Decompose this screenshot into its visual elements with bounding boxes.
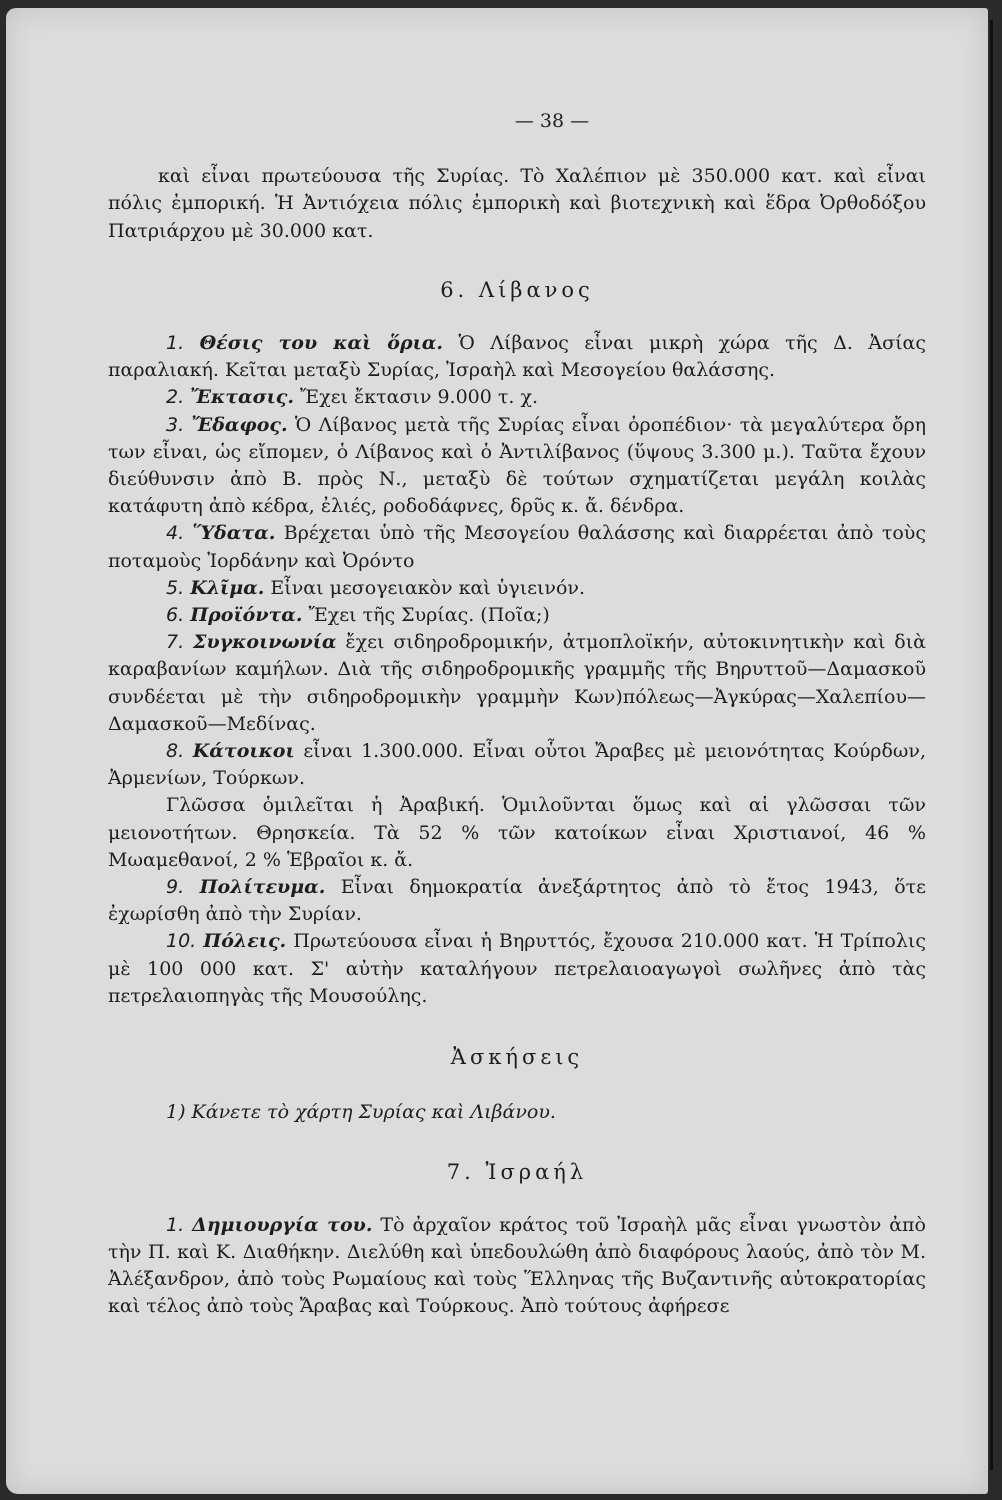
section-item [108,520,926,574]
item-label: Κάτοικοι [192,740,295,763]
item-number: 5. [166,576,185,599]
page-number: — 38 — [514,110,590,132]
item-number: 9. [166,876,185,899]
item-label: Συγκοινωνία [193,631,337,654]
item-label: Προϊόντα. [190,604,303,627]
item-label: Ἔκτασις. [190,386,294,409]
section-item [108,629,926,738]
section-item [108,928,926,1010]
item-text: Πρωτεύουσα εἶναι ἡ Βηρυττός, ἔχουσα 210.000 κατ. Ἡ Τρίπολις μὲ 100 000 κατ. Σ' αὐτὴν καταλήγουν πετρελαιοαγωγοὶ σωλῆνες ἀπὸ τὰς πετρελαιοπηγὰς τῆς Μουσούλης. [108,930,926,1007]
section-item [108,330,926,384]
item-label: Δημιουργία του. [192,1213,373,1236]
section-item [108,575,926,602]
item-label: Θέσις του καὶ ὅρια. [199,332,444,355]
item-text: Εἶναι μεσογειακὸν καὶ ὑγιεινόν. [264,576,586,599]
item-number: 1. [166,332,185,355]
item-text: Τὸ ἀρχαῖον κράτος τοῦ Ἰσραὴλ μᾶς εἶναι γνωστὸν ἀπὸ τὴν Π. καὶ Κ. Διαθήκην. Διελύθη καὶ ὑπεδουλώθη ἀπὸ διαφόρους λαούς, ἀπὸ τὸν Μ. Ἀλέξανδρον, ἀπὸ τοὺς Ρωμαίους καὶ τοὺς Ἕλληνας τῆς Βυζαντινῆς αὐτοκρατορίας καὶ τέλος ἀπὸ τοὺς Ἄραβας καὶ Τούρκους. Ἀπὸ τούτους ἀφήρεσε [108,1213,926,1318]
item-number: 7. [166,631,185,654]
page-content [108,108,926,1321]
item-text: Ἔχει ἔκτασιν 9.000 τ. χ. [294,386,539,409]
item-number: 8. [166,740,185,763]
section-item [108,1212,926,1321]
section-item [108,738,926,792]
section-item [108,384,926,411]
section-heading-israel: 7. Ἰσραήλ [446,1159,588,1184]
section-item [108,412,926,521]
item-text: Ὁ Λίβανος εἶναι μικρὴ χώρα τῆς Δ. Ἀσίας παραλιακή. Κεῖται μεταξὺ Συρίας, Ἰσραὴλ καὶ Μεσογείου θαλάσσης. [108,332,926,382]
exercises-heading: Ἀσκήσεις [450,1045,584,1070]
item-number: 4. [166,522,185,545]
item-text: Εἶναι δημοκρατία ἀνεξάρτητος ἀπὸ τὸ ἔτος 1943, ὅτε ἐχωρίσθη ἀπὸ τὴν Συρίαν. [108,876,926,926]
item-text: Ἔχει τῆς Συρίας. (Ποῖα;) [302,604,550,627]
item-number: 2. [166,386,185,409]
section-item [108,874,926,928]
item-label: Κλῖμα. [190,576,265,599]
item-number: 3. [166,413,185,436]
item-label: Ἔδαφος. [191,413,288,436]
page-edge [990,20,993,1470]
item-number: 10. [166,930,197,953]
exercise-item: 1) Κάνετε τὸ χάρτη Συρίας καὶ Λιβάνου. [166,1101,556,1124]
item-label: Πολίτευμα. [199,876,326,899]
section-item [108,602,926,629]
israel-items [108,1212,926,1321]
item-text: Ὁ Λίβανος μετὰ τῆς Συρίας εἶναι ὀροπέδιον· τὰ μεγαλύτερα ὄρη των εἶναι, ὡς εἴπομεν, ὁ Λίβανος καὶ ὁ Ἀντιλίβανος (ὕψους 3.300 μ.). Ταῦτα ἔχουν διεύθυνσιν ἀπὸ Β. πρὸς Ν., μεταξὺ δὲ τούτων σχηματίζεται μεγάλη κοιλὰς κατάφυτη ἀπὸ κέδρα, ἐλιές, ροδοδάφνες, δρῦς κ. ἄ. δένδρα. [108,413,926,518]
item-label: Πόλεις. [203,930,287,953]
item-text: Βρέχεται ὑπὸ τῆς Μεσογείου θαλάσσης καὶ διαρρέεται ἀπὸ τοὺς ποταμοὺς Ἰορδάνην καὶ Ὀρόντο [108,522,926,572]
lebanon-items [108,330,926,1010]
item-text: εἶναι 1.300.000. Εἶναι οὗτοι Ἄραβες μὲ μειονότητας Κούρδων, Ἀρμενίων, Τούρκων. [108,740,926,790]
section-heading-lebanon: 6. Λίβανος [440,277,594,302]
item-number: 1. [166,1213,185,1236]
intro-paragraph: καὶ εἶναι πρωτεύουσα τῆς Συρίας. Τὸ Χαλέπιον μὲ 350.000 κατ. καὶ εἶναι πόλις ἐμπορική. Ἡ Ἀντιόχεια πόλις ἐμπορικὴ καὶ βιοτεχνικὴ καὶ ἕδρα Ὀρθοδόξου Πατριάρχου μὲ 30.000 κατ. [108,165,926,242]
item-text: ἔχει σιδηροδρομικήν, ἀτμοπλοϊκήν, αὐτοκινητικὴν καὶ διὰ καραβανίων καμήλων. Διὰ τῆς σιδηροδρομικῆς γραμμῆς τῆς Βηρυττοῦ—Δαμασκοῦ συνδέεται μὲ τὴν σιδηροδρομικὴν γραμμὴν Κων)πόλεως—Ἀγκύρας—Χαλεπίου—Δαμασκοῦ—Μεδίνας. [108,631,926,735]
item-number: 6. [166,604,185,627]
language-paragraph: Γλῶσσα ὁμιλεῖται ἡ Ἀραβική. Ὁμιλοῦνται ὅμως καὶ αἱ γλῶσσαι τῶν μειονοτήτων. Θρησκεία. Τὰ 52 % τῶν κατοίκων εἶναι Χριστιανοί, 46 % Μωαμεθανοί, 2 % Ἑβραῖοι κ. ἄ. [108,794,926,871]
item-label: Ὕδατα. [192,522,276,545]
